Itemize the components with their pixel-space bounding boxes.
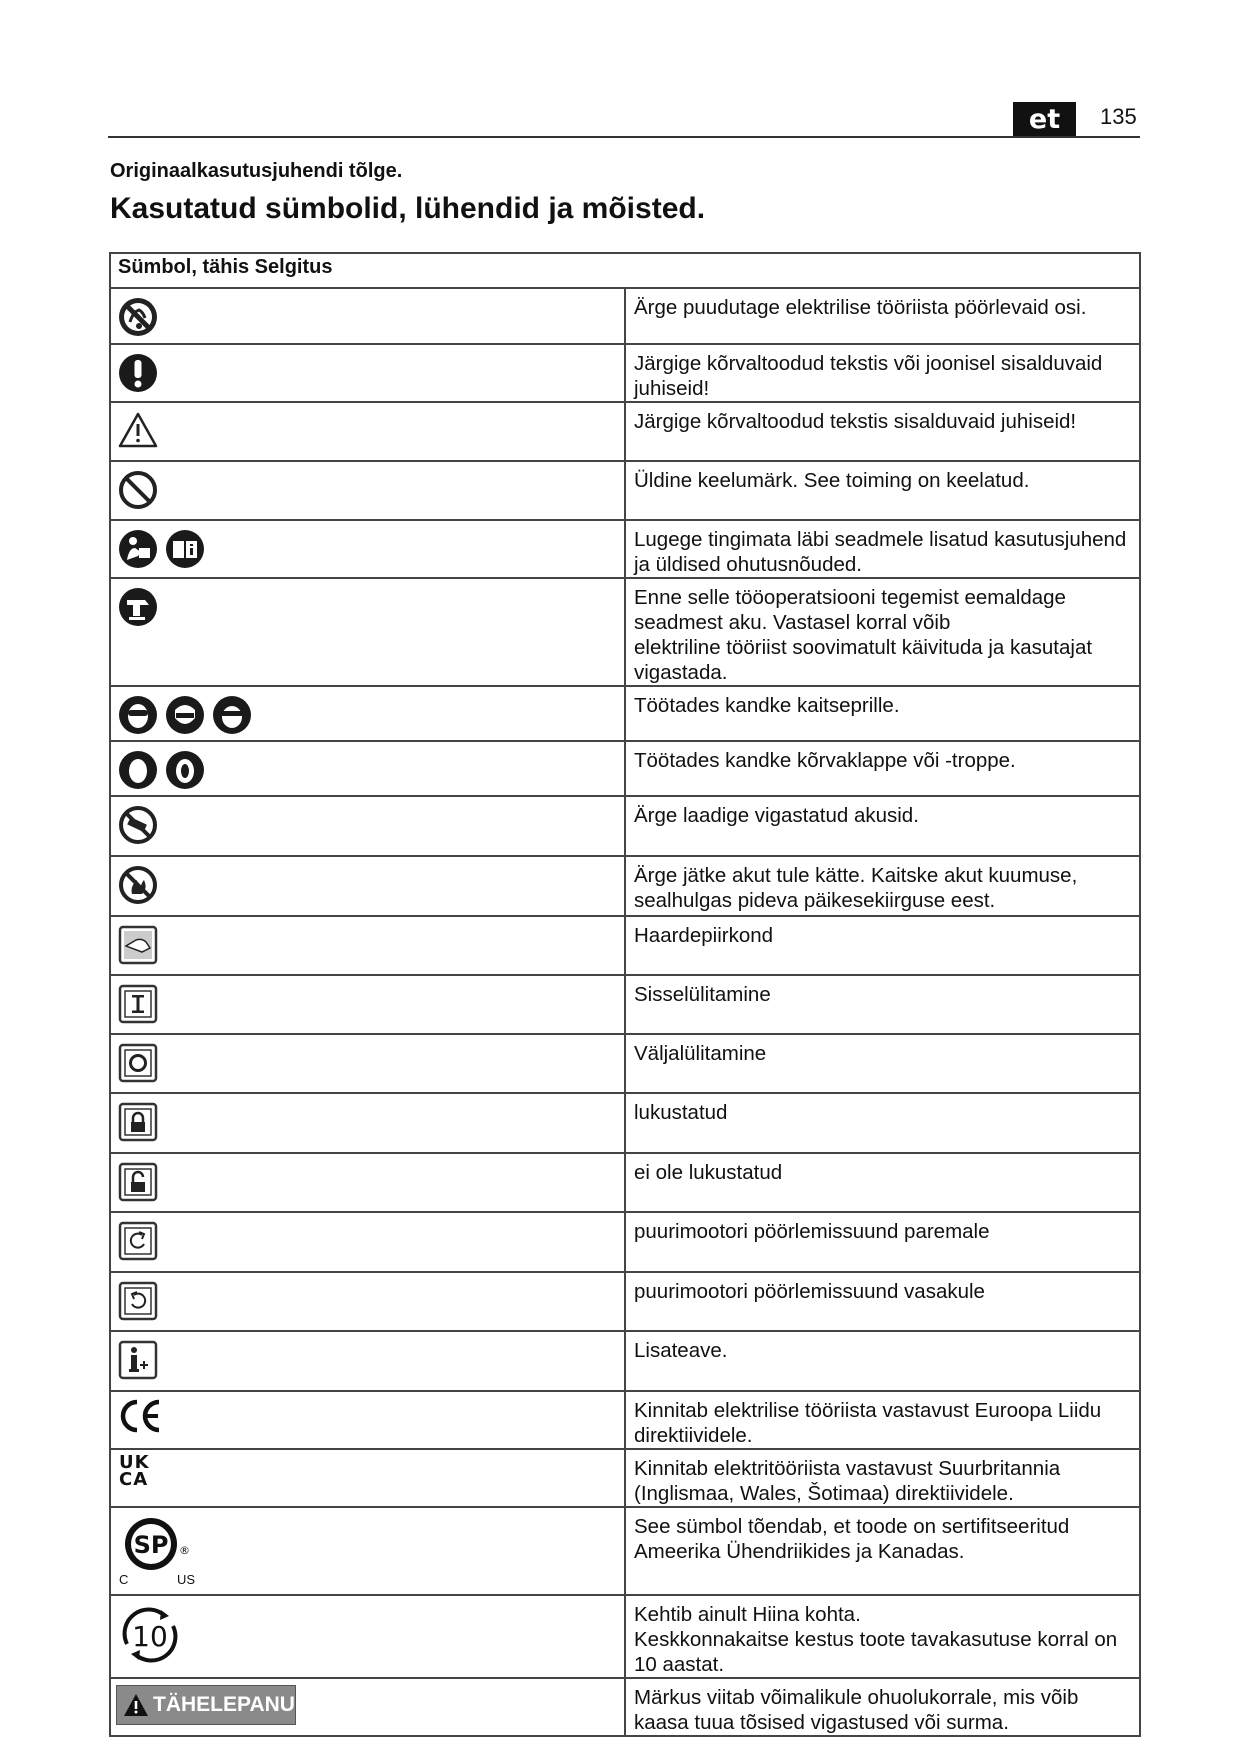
table-row [110,856,1140,916]
unlocked-icon [117,1161,159,1203]
table-row [110,1212,1140,1272]
table-row [110,1678,1140,1736]
eye-protection-icon [211,694,253,736]
row-text: Märkus viitab võimalikule ohuolukorrale, mis võib kaasa tuua tõsised vigastused või surma. [634,1686,1079,1734]
table-row [110,578,1140,686]
remove-battery-icon [117,586,159,628]
page-number: 135 [1100,104,1137,129]
table-row [110,1034,1140,1093]
table-row [110,1391,1140,1449]
table-row [110,975,1140,1034]
table-row [110,1449,1140,1507]
row-text-line-2: elektriline tööriist soovimatult käivituda ja kasutajat vigastada. [634,636,1093,684]
row-text: Sisselülitamine [634,983,771,1006]
table-row [110,1153,1140,1212]
ear-muffs-icon [117,749,159,791]
table-row [110,1331,1140,1391]
no-charging-damaged-battery-icon [117,804,159,846]
table-row [110,461,1140,520]
row-text: ei ole lukustatud [634,1161,783,1184]
china-epup-10-icon [117,1604,183,1666]
do-not-touch-rotating-parts-icon [117,296,159,338]
no-fire-battery-icon [117,864,159,906]
row-text: puurimootori pöörlemissuund paremale [634,1220,990,1243]
caution-label-text: TÄHELEPANU [153,1693,295,1716]
table-row [110,520,1140,578]
info-icon [117,1339,159,1381]
table-row [110,1595,1140,1678]
row-text: Ärge laadige vigastatud akusid. [634,804,919,827]
table-header: Sümbol, tähis Selgitus [118,256,333,278]
row-text: Haardepiirkond [634,924,774,947]
row-text: Ärge jätke akut tule kätte. Kaitske akut kuumuse, sealhulgas pideva päikesekiirguse eest. [634,864,1078,912]
row-text: Järgige kõrvaltoodud tekstis või joonisel sisalduvaid juhiseid! [634,352,1103,400]
table-row [110,1507,1140,1595]
locked-icon [117,1101,159,1143]
table-row [110,916,1140,975]
csa-c-label: C [119,1572,129,1587]
subtitle: Originaalkasutusjuhendi tõlge. [110,160,403,182]
grip-area-icon [117,924,159,966]
row-text: lukustatud [634,1101,728,1124]
read-manual-book-icon [164,528,206,570]
symbols-table [109,252,1141,1737]
row-text-line-1: Enne selle tööoperatsiooni tegemist eemaldage seadmest aku. Vastasel korral võib [634,586,1066,634]
ce-mark-icon [117,1396,165,1436]
epup-value-text: 10 [132,1620,168,1653]
row-text: Töötades kandke kaitseprille. [634,694,900,717]
rotate-left-icon [117,1280,159,1322]
table-row [110,741,1140,796]
row-text: Kinnitab elektritööriista vastavust Suurbritannia (Inglismaa, Wales, Šotimaa) direktiividele. [634,1457,1061,1505]
row-text: See sümbol tõendab, et toode on sertifitseeritud Ameerika Ühendriikides ja Kanadas. [634,1515,1070,1563]
table-row [110,686,1140,741]
language-badge: et [1013,102,1076,137]
warning-triangle-icon [117,410,159,452]
row-text: Töötades kandke kõrvaklappe või -troppe. [634,749,1016,772]
table-row [110,288,1140,344]
row-text-line-2: Keskkonnakaitse kestus toote tavakasutuse korral on 10 aastat. [634,1628,1118,1676]
table-row [110,1272,1140,1331]
switch-on-icon [117,983,159,1025]
ear-protection-icon [164,749,206,791]
header-rule [108,136,1140,138]
row-text: Ärge puudutage elektrilise tööriista pöörlevaid osi. [634,296,1087,319]
csa-us-label: US [177,1572,196,1587]
row-text: Järgige kõrvaltoodud tekstis sisalduvaid juhiseid! [634,410,1077,433]
row-text-line-1: Kehtib ainult Hiina kohta. [634,1603,861,1626]
face-shield-icon [164,694,206,736]
csa-mark-icon: SP ® C US [111,1508,624,1592]
ukca-top-text: UK [119,1452,150,1473]
mandatory-exclamation-icon [117,352,159,394]
row-text: Lisateave. [634,1339,728,1362]
table-row [110,344,1140,402]
safety-goggles-icon [117,694,159,736]
read-instructions-person-icon [117,528,159,570]
page-title: Kasutatud sümbolid, lühendid ja mõisted. [110,192,706,225]
warning-triangle-small-icon [123,1693,149,1717]
table-row [110,1093,1140,1153]
switch-off-icon [117,1042,159,1084]
ukca-bottom-text: CA [119,1469,149,1490]
row-text: Lugege tingimata läbi seadmele lisatud kasutusjuhend ja üldised ohutusnõuded. [634,528,1127,576]
caution-label-icon [116,1685,296,1725]
row-text: puurimootori pöörlemissuund vasakule [634,1280,985,1303]
row-text: Kinnitab elektrilise tööriista vastavust Euroopa Liidu direktiividele. [634,1399,1102,1447]
csa-logo-text: SP [133,1531,169,1559]
table-row [110,402,1140,461]
row-text: Üldine keelumärk. See toiming on keelatud. [634,469,1030,492]
rotate-right-icon [117,1220,159,1262]
table-row [110,796,1140,856]
ukca-mark-icon [111,1450,624,1488]
row-text: Väljalülitamine [634,1042,767,1065]
general-prohibition-icon [117,469,159,511]
